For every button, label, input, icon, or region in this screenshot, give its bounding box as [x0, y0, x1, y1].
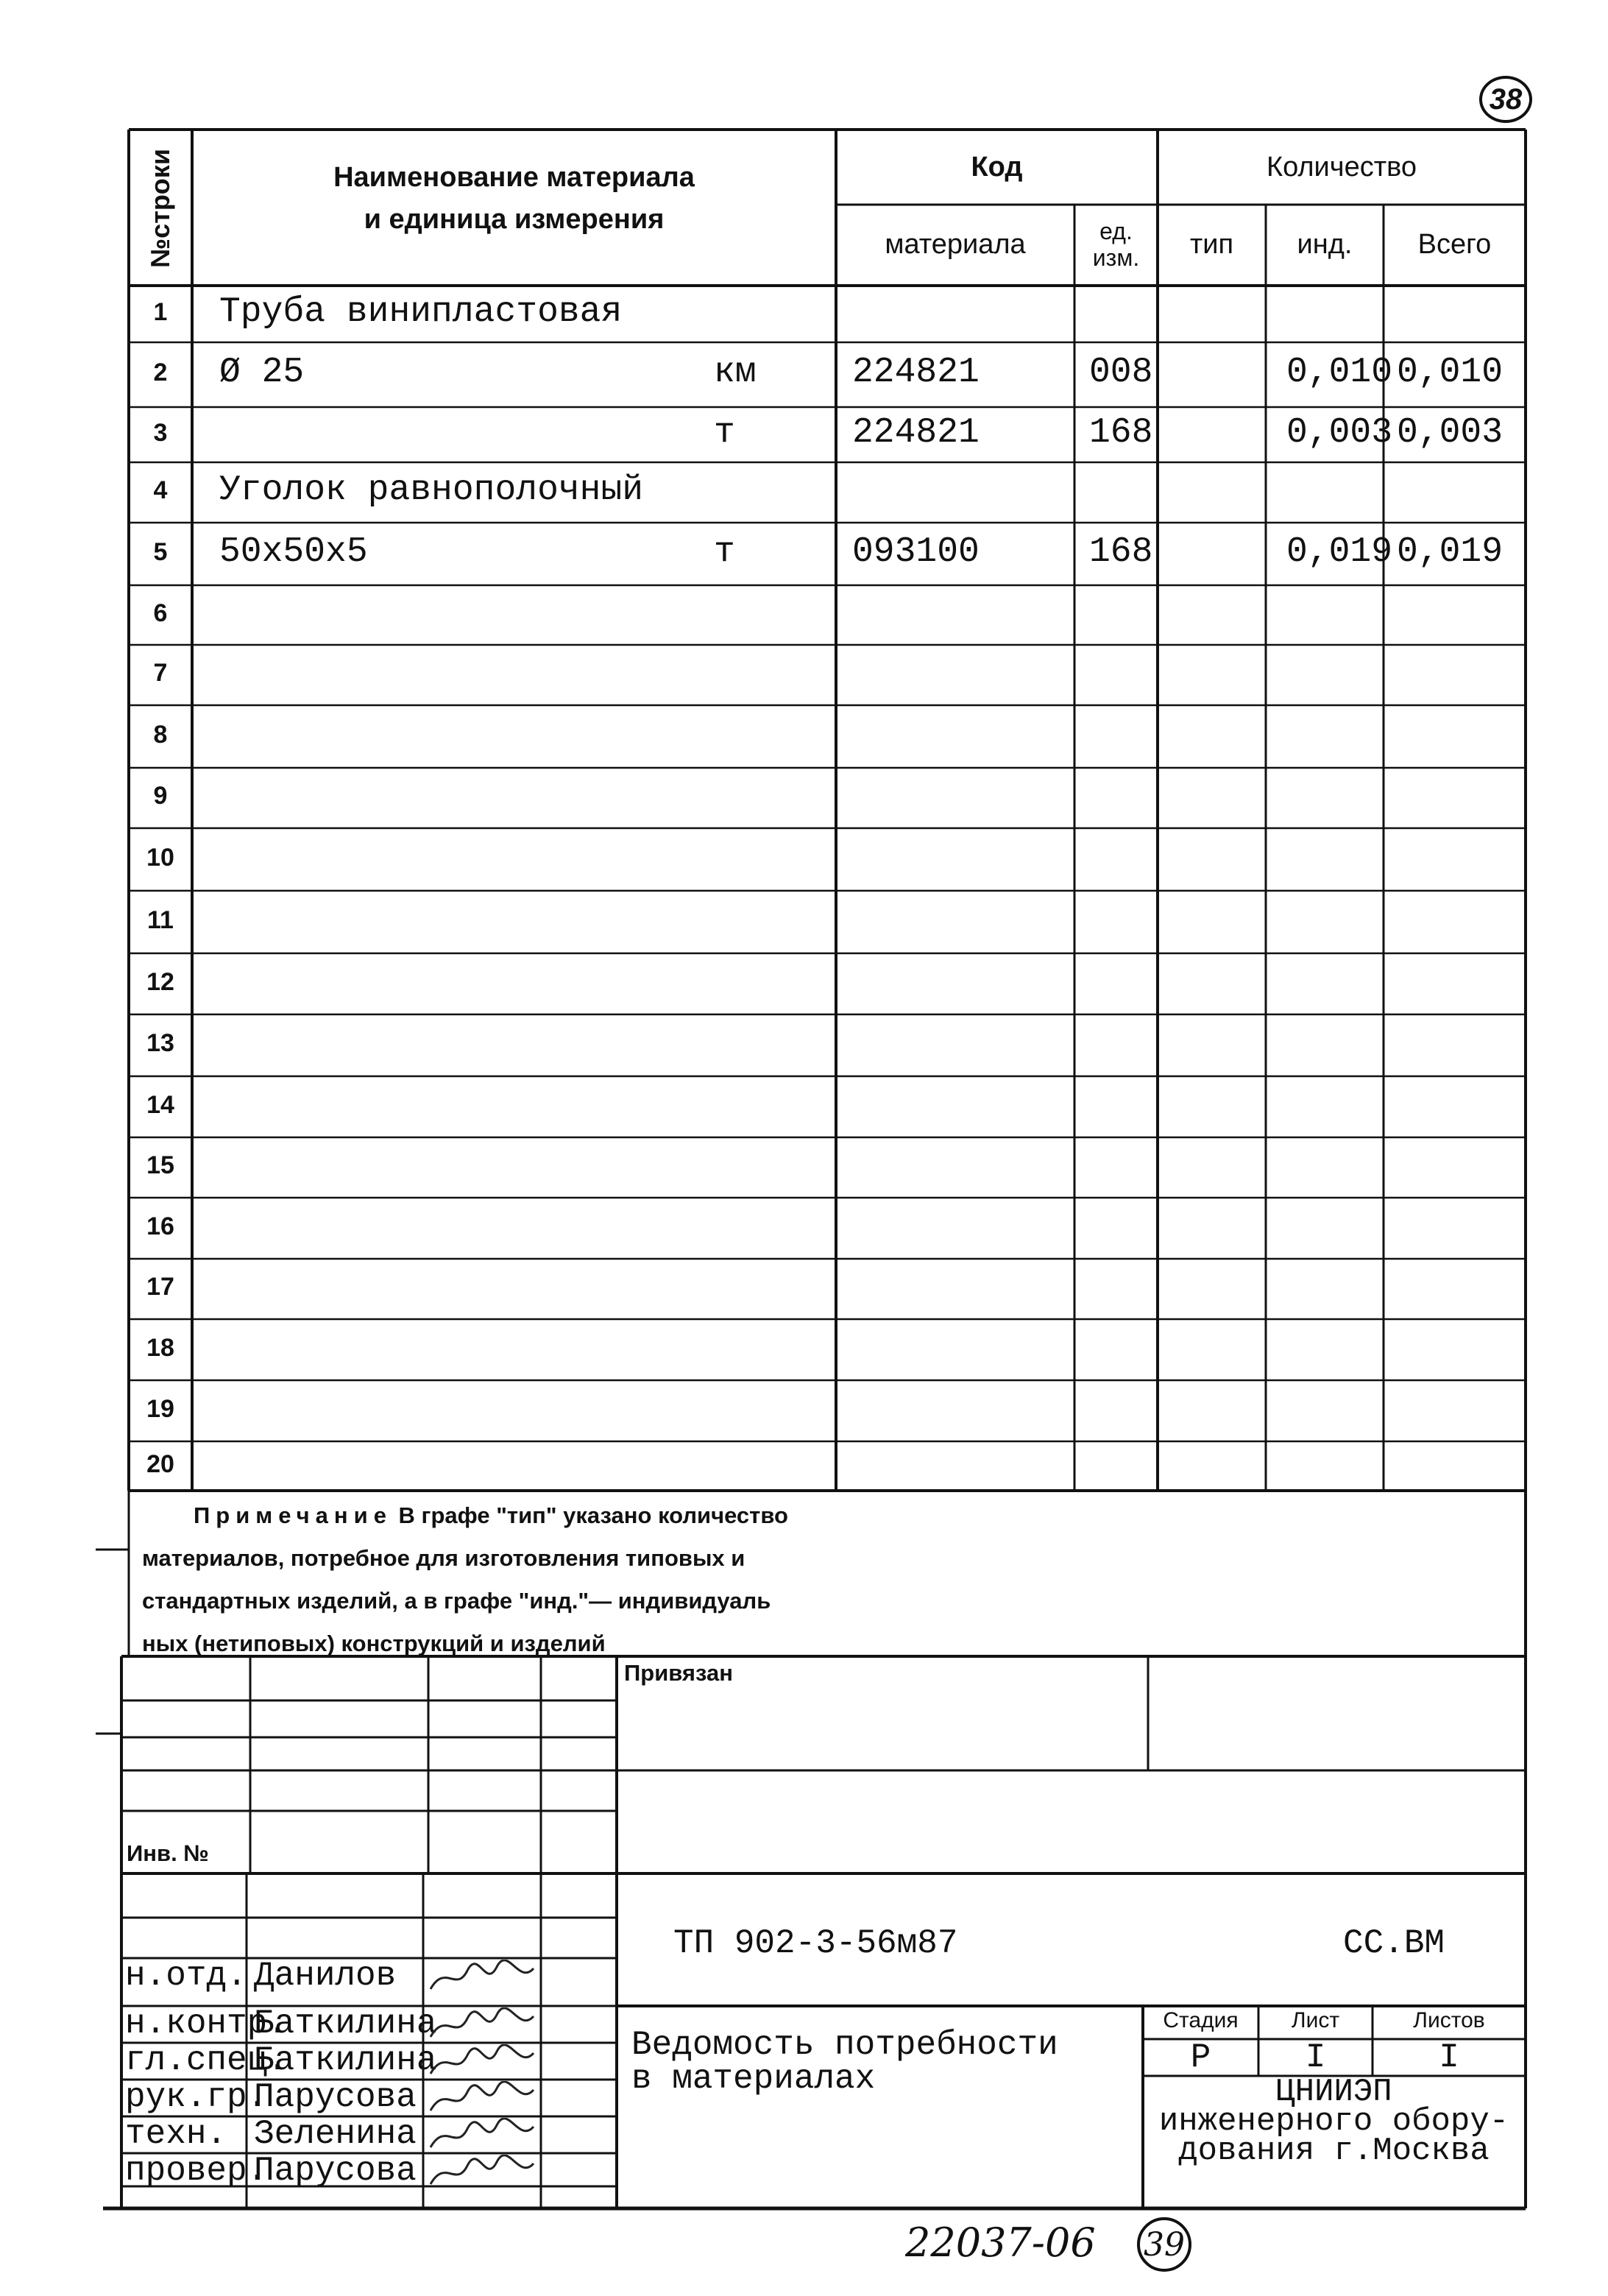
- cell-unit-code: 168: [1089, 531, 1153, 572]
- header-code-material: материала: [885, 229, 1026, 260]
- doc-code: ТП 902-3-56м87: [673, 1924, 958, 1963]
- header-qty-type: тип: [1189, 229, 1234, 260]
- row-number: 20: [146, 1449, 174, 1478]
- row-number: 5: [153, 537, 168, 566]
- role-label: гл.спец.: [125, 2041, 288, 2080]
- role-label: провер.: [125, 2152, 268, 2190]
- cell-ind: 0,003: [1286, 412, 1393, 453]
- sheets-value: I: [1439, 2038, 1459, 2077]
- row-number: 15: [146, 1151, 174, 1179]
- header-code-unit: ед. изм.: [1092, 218, 1140, 271]
- role-label: н.отд.: [125, 1957, 247, 1995]
- cell-unit: т: [714, 412, 735, 453]
- note-text-4: ных (нетиповых) конструкций и изделий: [142, 1631, 606, 1656]
- row-number: 18: [146, 1333, 174, 1362]
- cell-name: 50x50x5: [219, 531, 368, 572]
- cell-unit-code: 008: [1089, 353, 1153, 392]
- organization: ЦНИИЭП инженерного обору- дования г.Москва: [1158, 2074, 1509, 2169]
- note: [142, 1494, 1503, 1665]
- doc-mark: СС.ВМ: [1343, 1924, 1445, 1963]
- row-number: 6: [153, 598, 168, 627]
- sheet-number: 38: [1479, 76, 1532, 123]
- cell-ind: 0,019: [1286, 531, 1393, 572]
- sheet-value: I: [1305, 2038, 1326, 2077]
- cell-total: 0,003: [1397, 412, 1503, 453]
- stage-label: Стадия: [1163, 2008, 1239, 2032]
- signature: [427, 2155, 537, 2191]
- row-number: 11: [147, 905, 174, 934]
- note-text-3: стандартных изделий, а в графе "инд."— индивидуаль: [142, 1588, 771, 1614]
- cell-unit: км: [714, 353, 757, 392]
- role-label: н.контр.: [125, 2004, 288, 2043]
- header-qty-ind: инд.: [1297, 229, 1353, 260]
- row-number: 4: [153, 476, 168, 504]
- row-number: 10: [146, 843, 174, 872]
- cell-code: 224821: [852, 412, 980, 453]
- note-text-1: В графе "тип" указано количество: [392, 1502, 788, 1528]
- inventory-label: Инв. №: [127, 1840, 209, 1866]
- row-number: 7: [153, 659, 168, 687]
- cell-name: Ø 25: [219, 353, 305, 392]
- header-code: Код: [971, 152, 1023, 183]
- role-name: Данилов: [254, 1957, 397, 1995]
- sheets-label: Листов: [1413, 2008, 1485, 2032]
- privyazan-label: Привязан: [624, 1660, 733, 1686]
- role-name: Парусова: [254, 2078, 417, 2116]
- row-number: 16: [146, 1212, 174, 1240]
- cell-unit-code: 168: [1089, 412, 1153, 453]
- role-name: Зеленина: [254, 2115, 417, 2153]
- row-number: 12: [146, 967, 174, 996]
- cell-total: 0,010: [1397, 353, 1503, 392]
- note-text-2: материалов, потребное для изготовления типовых и: [142, 1545, 745, 1571]
- signature: [427, 2118, 537, 2155]
- row-number: 1: [153, 297, 168, 326]
- page-circle: [1137, 2217, 1191, 2272]
- row-number: 19: [146, 1394, 174, 1423]
- row-number: 8: [153, 720, 168, 749]
- role-name: Баткилина: [254, 2004, 437, 2043]
- cell-unit: т: [714, 531, 735, 572]
- stage-value: Р: [1190, 2038, 1211, 2077]
- cell-name: Труба винипластовая: [219, 292, 623, 332]
- row-number: 17: [146, 1273, 174, 1301]
- cell-ind: 0,010: [1286, 353, 1393, 392]
- cell-code: 093100: [852, 531, 980, 572]
- signature: [427, 1960, 537, 1996]
- row-number: 3: [153, 418, 168, 447]
- signature: [427, 2044, 537, 2081]
- doc-title: Ведомость потребности в материалах: [631, 2026, 1058, 2098]
- row-number: 14: [146, 1090, 174, 1119]
- signature: [427, 2081, 537, 2118]
- header-row-number: №строки: [145, 149, 176, 268]
- header-qty-total: Всего: [1417, 229, 1492, 260]
- row-number: 2: [153, 358, 168, 386]
- header-quantity: Количество: [1266, 152, 1417, 183]
- cell-name: Уголок равнополочный: [219, 470, 644, 510]
- header-material-name: Наименование материала и единица измерения: [333, 162, 695, 235]
- role-name: Парусова: [254, 2152, 417, 2190]
- note-lead: Примечание: [194, 1502, 392, 1528]
- role-label: техн.: [125, 2115, 227, 2153]
- signature: [427, 2007, 537, 2044]
- role-name: Баткилина: [254, 2041, 437, 2080]
- page-circle-number: 39: [1144, 2225, 1185, 2264]
- archive-number: 22037-06: [905, 2219, 1096, 2266]
- row-number: 13: [146, 1029, 174, 1057]
- cell-code: 224821: [852, 353, 980, 392]
- row-number: 9: [153, 782, 168, 810]
- cell-total: 0,019: [1397, 531, 1503, 572]
- sheet-label: Лист: [1291, 2008, 1340, 2032]
- role-label: рук.гр.: [125, 2078, 268, 2116]
